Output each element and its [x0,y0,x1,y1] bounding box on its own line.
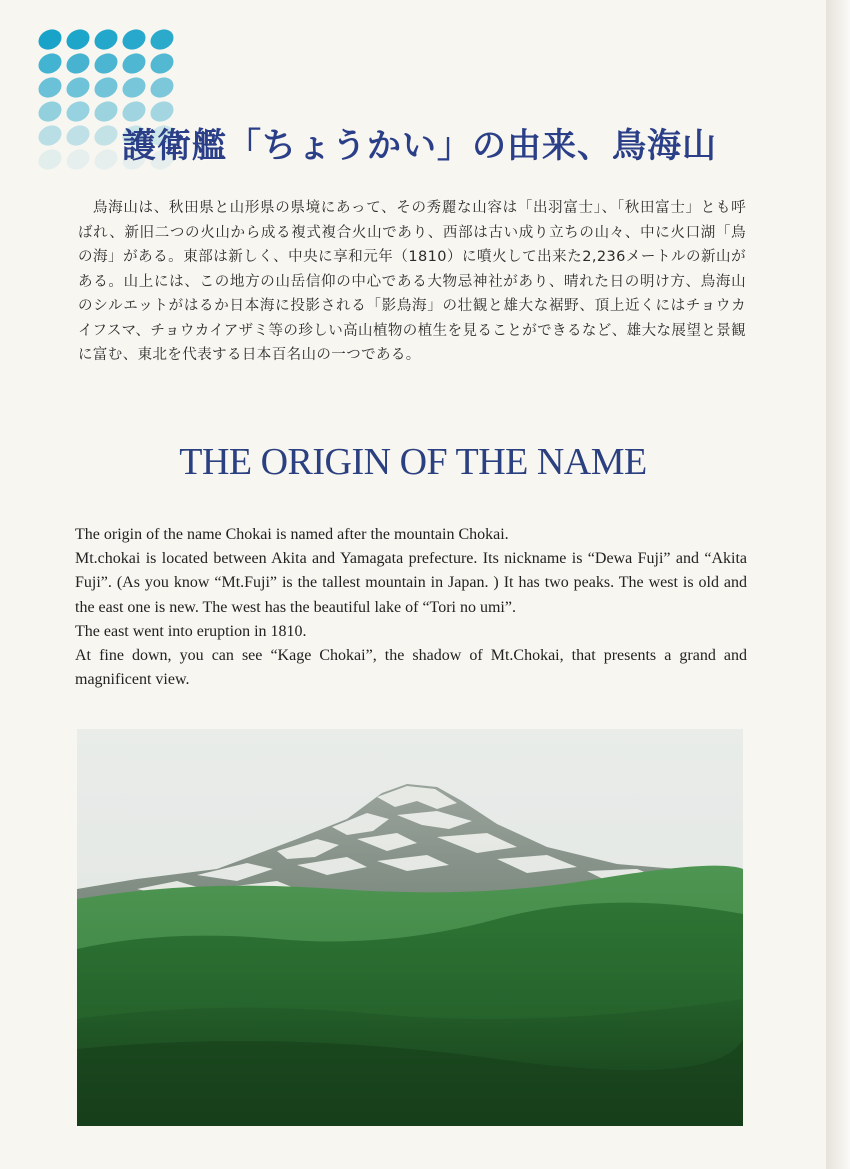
decorative-dot [35,73,65,101]
decorative-dot [63,49,93,77]
decorative-dot [35,121,65,149]
decorative-dot [119,25,149,53]
decorative-dot [147,73,177,101]
decorative-dot [119,73,149,101]
decorative-dot [147,25,177,53]
decorative-dot [63,73,93,101]
page-edge [826,0,850,1169]
english-paragraph-2: Mt.chokai is located between Akita and Yamagata prefecture. Its nickname is “Dewa Fuji” and “Akita Fuji”. (As you know “Mt.Fuji” is the tallest mountain in Japan. ) It has two peaks. The west is old and the east one is new. The west has the beautiful lake of “Tori no umi”. [75,550,747,616]
decorative-dot [91,97,121,125]
decorative-dot [63,145,93,173]
decorative-dot [91,25,121,53]
english-paragraph-4: At fine down, you can see “Kage Chokai”, the shadow of Mt.Chokai, that presents a grand and magnificent view. [75,647,747,689]
decorative-dot [63,25,93,53]
japanese-paragraph: 鳥海山は、秋田県と山形県の県境にあって、その秀麗な山容は「出羽富士」、「秋田富士」とも呼ばれ、新旧二つの火山から成る複式複合火山であり、西部は古い成り立ちの山々、中に火口湖「鳥の海」がある。東部は新しく、中央に享和元年（1810）に噴火して出来た2,236メートルの新山がある。山上には、この地方の山岳信仰の中心である大物忌神社があり、晴れた日の明け方、鳥海山のシルエットがはるか日本海に投影される「影鳥海」の壮観と雄大な裾野、頂上近くにはチョウカイフスマ、チョウカイアザミ等の珍しい高山植物の植生を見ることができるなど、雄大な展望と景観に富む、東北を代表する日本百名山の一つである。 [78,200,746,363]
decorative-dot [91,145,121,173]
japanese-title: 護衛艦「ちょうかい」の由来、鳥海山 [122,126,717,166]
decorative-dot [35,97,65,125]
english-paragraph-1: The origin of the name Chokai is named after the mountain Chokai. [75,526,509,543]
english-paragraph-3: The east went into eruption in 1810. [75,622,307,640]
english-text [75,523,747,692]
decorative-dot [63,97,93,125]
decorative-dot [91,73,121,101]
decorative-dot [119,49,149,77]
english-title: THE ORIGIN OF THE NAME [179,441,647,483]
mount-chokai-photo [77,729,743,1126]
decorative-dot [91,121,121,149]
decorative-dot [35,25,65,53]
decorative-dot [63,121,93,149]
decorative-dot [147,49,177,77]
decorative-dot [91,49,121,77]
decorative-dot [35,49,65,77]
decorative-dot [35,145,65,173]
